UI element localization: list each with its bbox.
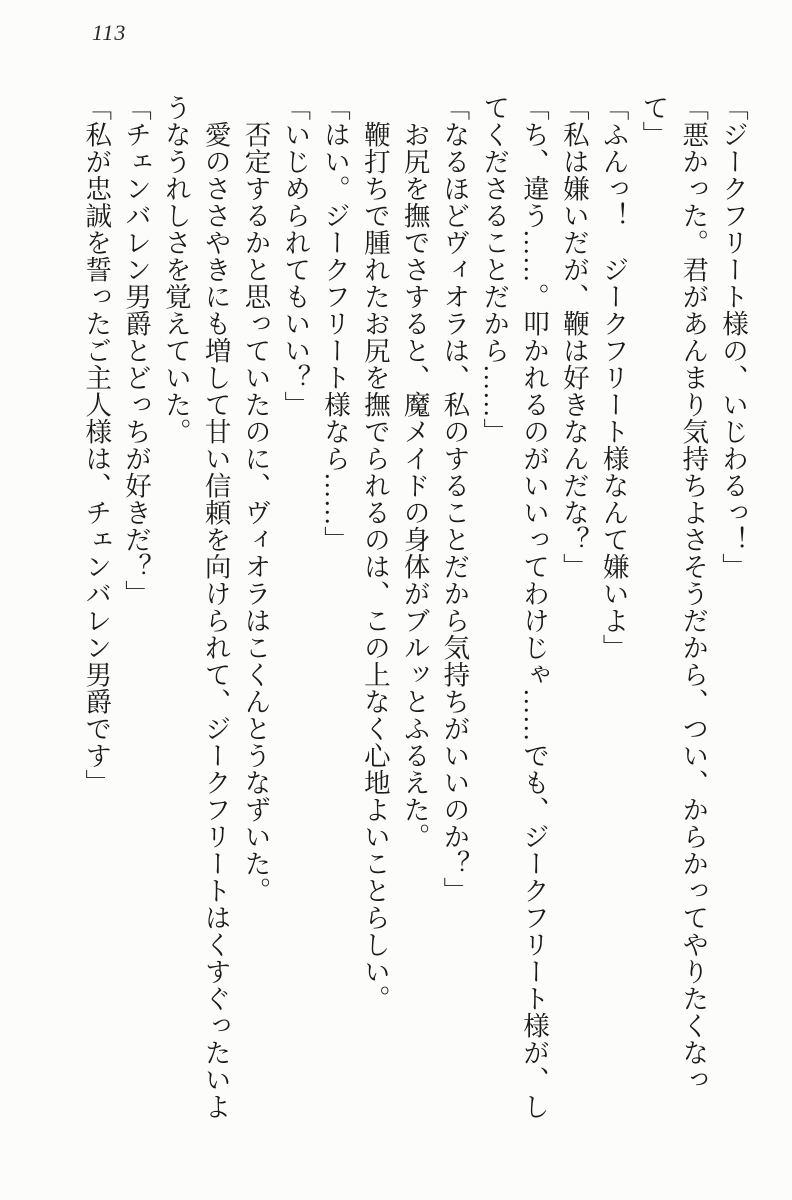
text-line: 鞭打ちで腫れたお尻を撫でられるのは、この上なく心地よいことらしい。 xyxy=(359,94,390,1012)
vertical-text-block xyxy=(75,94,752,1124)
text-line: 「悪かった。君があんまり気持ちよさそうだから、つい、からかってやりたくなっ xyxy=(678,94,709,1093)
text-line: て」 xyxy=(638,94,669,148)
text-line: 「ち、違う……。叩かれるのがいいってわけじゃ……でも、ジークフリート様が、し xyxy=(519,94,550,1120)
text-line: てくださることだから……」 xyxy=(479,94,510,445)
text-line: 「ふんっ！ ジークフリート様なんて嫌いよ」 xyxy=(598,94,629,661)
text-line: 「私が忠誠を誓ったご主人様は、チェンバレン男爵です」 xyxy=(81,94,112,796)
page-number: 113 xyxy=(92,20,127,45)
text-line: 「ジークフリート様の、いじわるっ！」 xyxy=(718,94,748,580)
text-line: 否定するかと思っていたのに、ヴィオラはこくんとうなずいた。 xyxy=(240,94,271,904)
text-line: 「私は嫌いだが、鞭は好きなんだな？」 xyxy=(558,94,589,580)
text-line: お尻を撫でさすると、魔メイドの身体がブルッとふるえた。 xyxy=(399,94,430,850)
text-line: 「なるほどヴィオラは、私のすることだから気持ちがいいのか？」 xyxy=(439,94,470,904)
text-line: 「チェンバレン男爵とどっちが好きだ？」 xyxy=(121,94,152,607)
text-line: 愛のささやきにも増して甘い信頼を向けられて、ジークフリートはくすぐったいよ xyxy=(200,94,231,1120)
text-line: うなうれしさを覚えていた。 xyxy=(160,94,191,445)
text-line: 「はい。ジークフリート様なら……」 xyxy=(320,94,351,553)
text-line: 「いじめられてもいい？」 xyxy=(280,94,311,418)
